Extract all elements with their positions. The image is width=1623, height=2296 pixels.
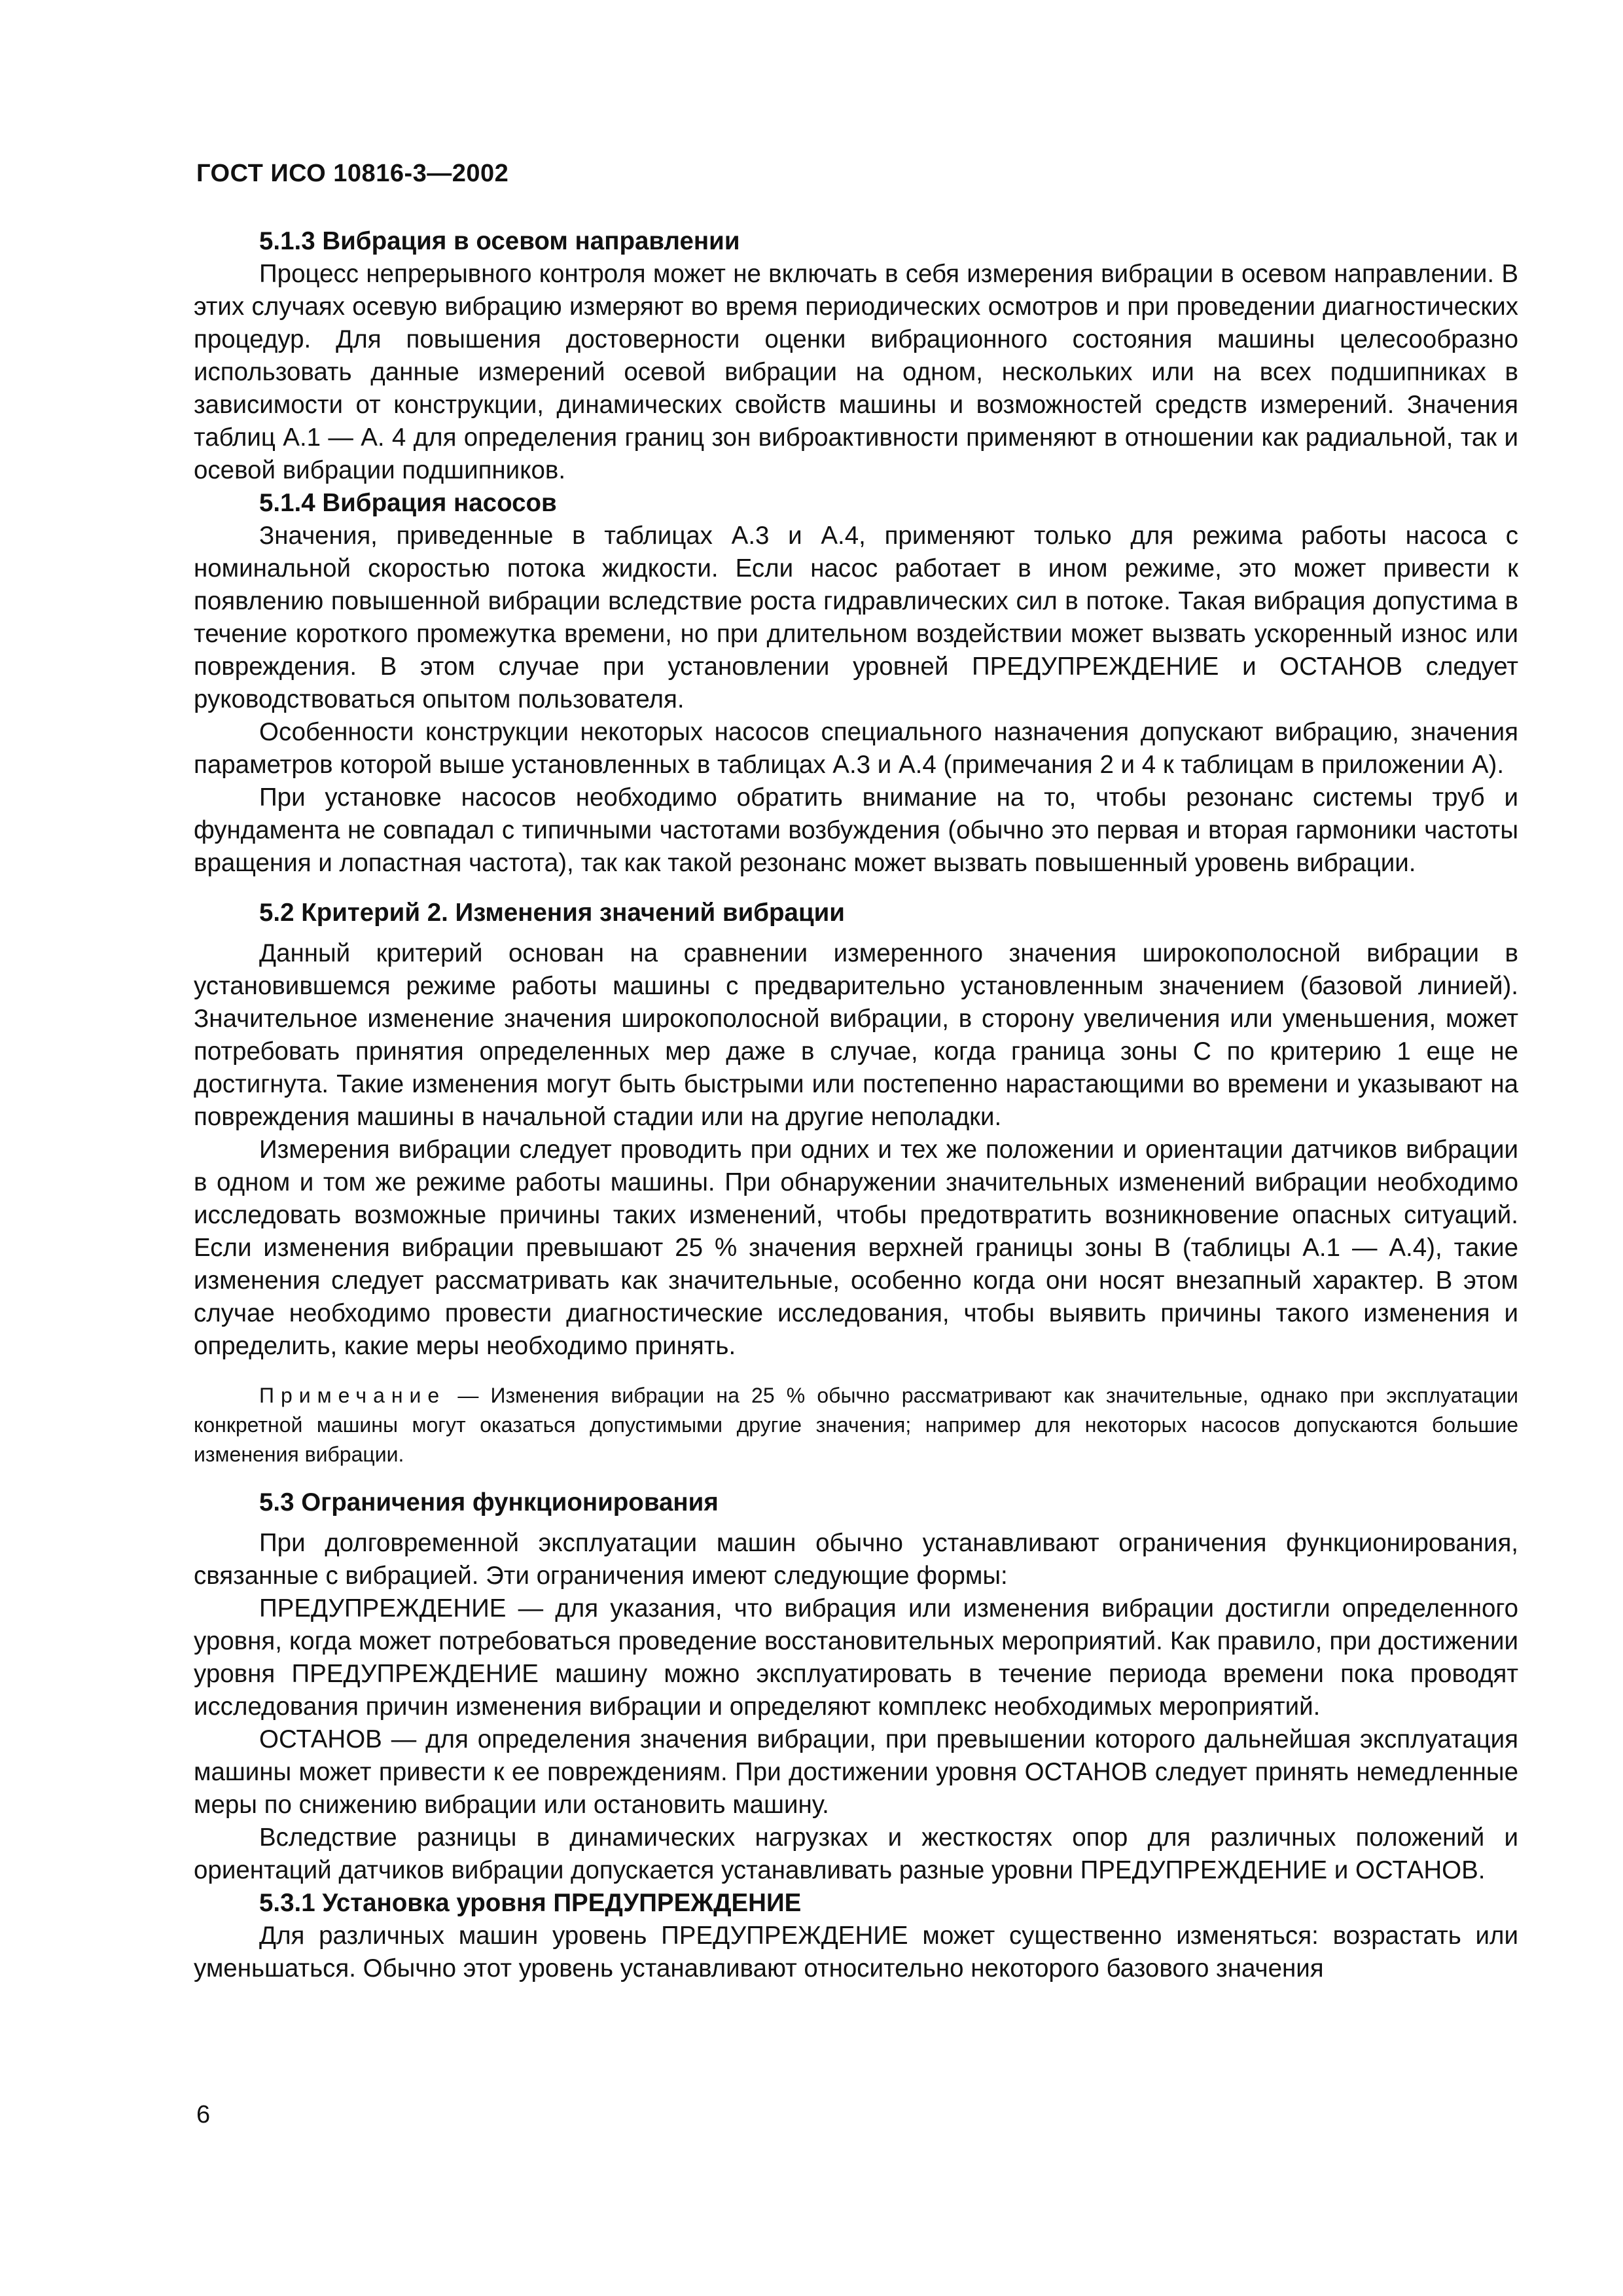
paragraph: Особенности конструкции некоторых насосов специального назначения допускают вибрацию, значения параметров которой выше установленных в таблицах А.3 и А.4 (примечания 2 и 4 к таблицам в приложении А). — [194, 718, 1518, 779]
paragraph: Для различных машин уровень ПРЕДУПРЕЖДЕНИЕ может существенно изменяться: возрастать или уменьшаться. Обычно этот уровень устанавливают относительно некоторого базового значения — [194, 1922, 1518, 1982]
section-heading-5-3: 5.3 Ограничения функционирования — [259, 1488, 719, 1516]
page-header: ГОСТ ИСО 10816-3—2002 — [196, 160, 509, 187]
paragraph: Измерения вибрации следует проводить при одних и тех же положении и ориентации датчиков вибрации в одном и том же режиме работы машины. При обнаружении значительных изменений вибрации необходимо исследовать возможные причины таких изменений, чтобы предотвратить возникновение опасных ситуаций. Если изменения вибрации превышают 25 % значения верхней границы зоны В (таблицы А.1 — А.4), такие изменения следует рассматривать как значительные, особенно когда они носят внезапный характер. В этом случае необходимо провести диагностические исследования, чтобы выявить причины такого изменения и определить, какие меры необходимо принять. — [194, 1136, 1518, 1360]
paragraph: При установке насосов необходимо обратить внимание на то, чтобы резонанс системы труб и фундамента не совпадал с типичными частотами возбуждения (обычно это первая и вторая гармоники частоты вращения и лопастная частота), так как такой резонанс может вызвать повышенный уровень вибрации. — [194, 783, 1518, 877]
section-heading-5-1-3: 5.1.3 Вибрация в осевом направлении — [259, 227, 740, 255]
section-heading-5-1-4: 5.1.4 Вибрация насосов — [259, 489, 557, 517]
paragraph: ПРЕДУПРЕЖДЕНИЕ — для указания, что вибрация или изменения вибрации достигли определенного уровня, когда может потребоваться проведение восстановительных мероприятий. Как правило, при достижении уровня ПРЕДУПРЕЖДЕНИЕ машину можно эксплуатировать в течение периода времени пока проводят исследования причин изменения вибрации и определяют комплекс необходимых мероприятий. — [194, 1594, 1518, 1721]
paragraph: Процесс непрерывного контроля может не включать в себя измерения вибрации в осевом направлении. В этих случаях осевую вибрацию измеряют во время периодических осмотров и при проведении диагностических процедур. Для повышения достоверности оценки вибрационного состояния машины целесообразно использовать данные измерений осевой вибрации на одном, нескольких или на всех подшипниках в зависимости от конструкции, динамических свойств машины и возможностей средств измерений. Значения таблиц А.1 — А. 4 для определения границ зон виброактивности применяют в отношении как радиальной, так и осевой вибрации подшипников. — [194, 260, 1518, 484]
paragraph: При долговременной эксплуатации машин обычно устанавливают ограничения функционирования, связанные с вибрацией. Эти ограничения имеют следующие формы: — [194, 1529, 1518, 1590]
note — [194, 1381, 1518, 1469]
paragraph: Вследствие разницы в динамических нагрузках и жесткостях опор для различных положений и ориентаций датчиков вибрации допускается устанавливать разные уровни ПРЕДУПРЕЖДЕНИЕ и ОСТАНОВ. — [194, 1823, 1518, 1884]
paragraph: ОСТАНОВ — для определения значения вибрации, при превышении которого дальнейшая эксплуатация машины может привести к ее повреждениям. При достижении уровня ОСТАНОВ следует принять немедленные меры по снижению вибрации или остановить машину. — [194, 1725, 1518, 1819]
paragraph: Данный критерий основан на сравнении измеренного значения широкополосной вибрации в установившемся режиме работы машины с предварительно установленным значением (базовой линией). Значительное изменение значения широкополосной вибрации, в сторону увеличения или уменьшения, может потребовать принятия определенных мер даже в случае, когда граница зоны С по критерию 1 еще не достигнута. Такие изменения могут быть быстрыми или постепенно нарастающими во времени и указывают на повреждения машины в начальной стадии или на другие неполадки. — [194, 939, 1518, 1131]
note-label: Примечание — [259, 1384, 446, 1407]
section-heading-5-2: 5.2 Критерий 2. Изменения значений вибрации — [259, 899, 845, 927]
note-text: — Изменения вибрации на 25 % обычно рассматривают как значительные, однако при эксплуатации конкретной машины могут оказаться допустимыми другие значения; например для некоторых насосов допускаются большие изменения вибрации. — [194, 1384, 1518, 1466]
paragraph: Значения, приведенные в таблицах А.3 и А.4, применяют только для режима работы насоса с номинальной скоростью потока жидкости. Если насос работает в ином режиме, это может привести к появлению повышенной вибрации вследствие роста гидравлических сил в потоке. Такая вибрация допустима в течение короткого промежутка времени, но при длительном воздействии может вызвать ускоренный износ или повреждения. В этом случае при установлении уровней ПРЕДУПРЕЖДЕНИЕ и ОСТАНОВ следует руководствоваться опытом пользователя. — [194, 522, 1518, 713]
page-number: 6 — [196, 2101, 211, 2128]
section-heading-5-3-1: 5.3.1 Установка уровня ПРЕДУПРЕЖДЕНИЕ — [259, 1889, 802, 1917]
page-content — [194, 225, 1518, 1985]
